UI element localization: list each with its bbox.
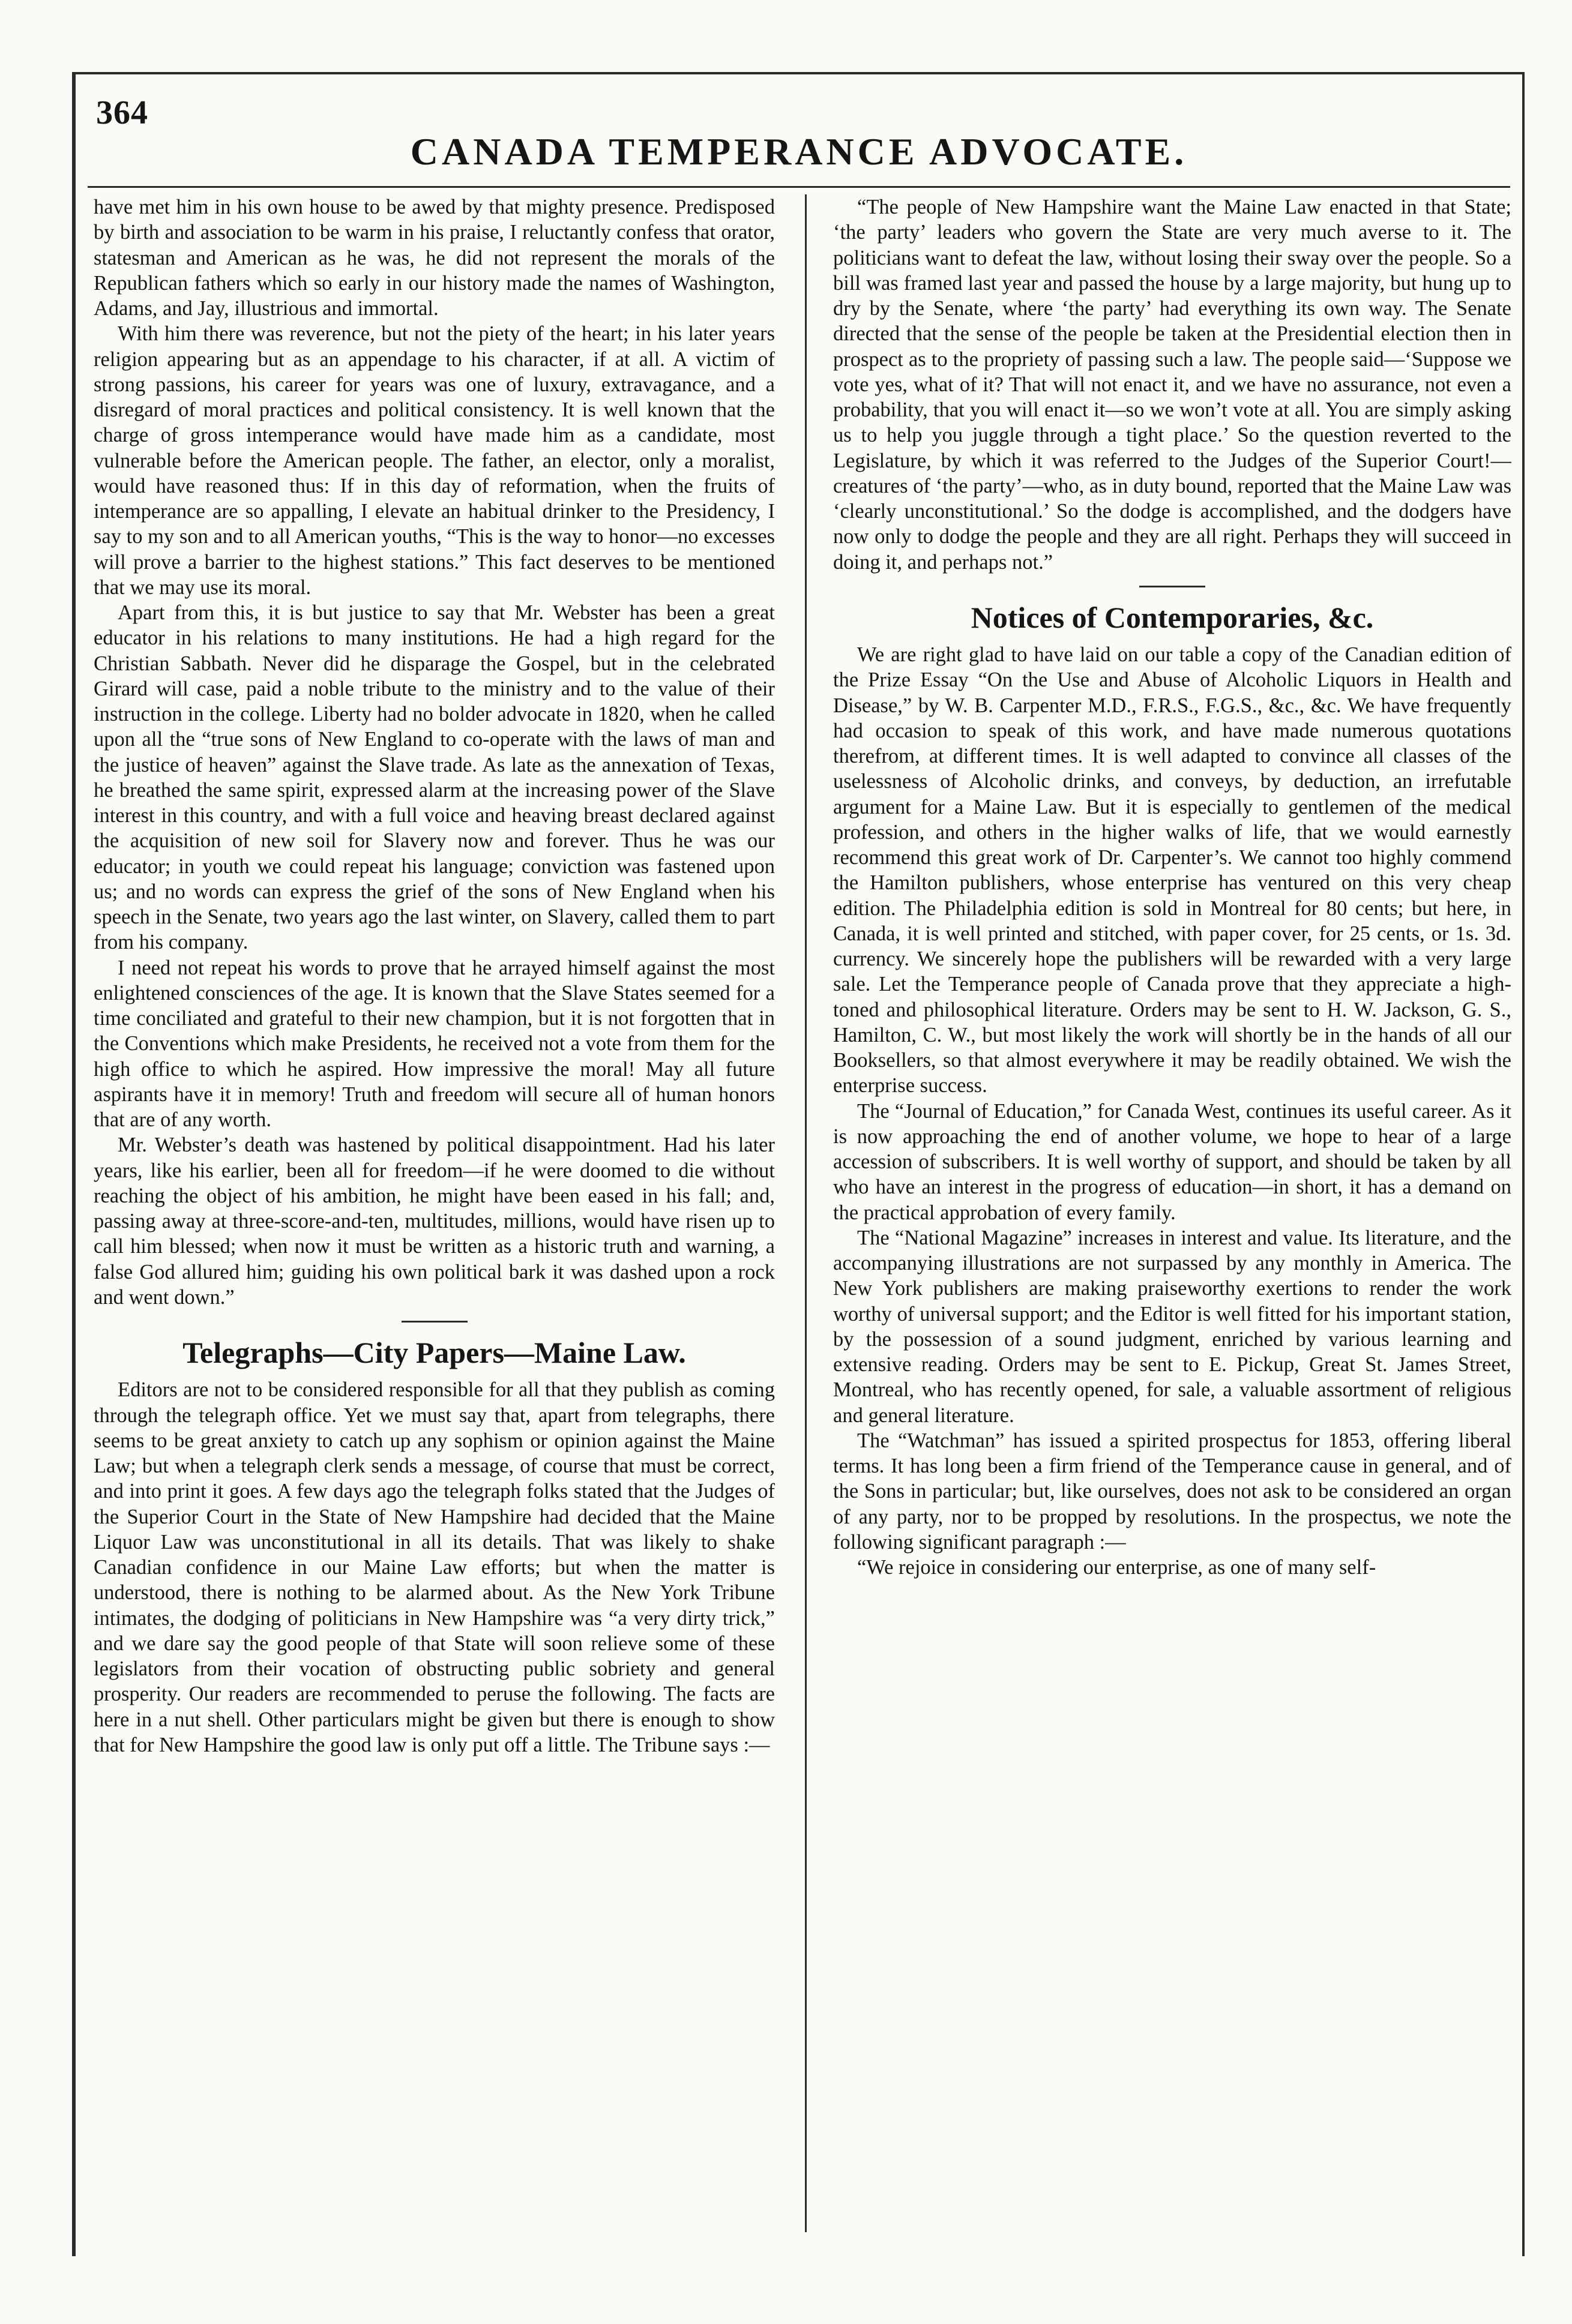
left-column — [94, 194, 775, 2244]
newspaper-page — [72, 72, 1525, 2256]
paragraph: “The people of New Hampshire want the Maine Law enacted in that State; ‘the party’ leaders who govern the State are very much averse to it. The politicians want to defeat the law, without losing their sway over the people. So a bill was framed last year and passed the house by a large majority, but hung up to dry by the Senate, where ‘the party’ had everything its own way. The Senate directed that the sense of the people be taken at the Presidential election then in prospect as to the propriety of passing such a law. The people said—‘Suppose we vote yes, what of it? That will not enact it, and we have no assurance, not even a probability, that you will enact it—so we won’t vote at all. You are simply asking us to help you juggle through a tight place.’ So the question reverted to the Legislature, by which it was referred to the Judges of the Superior Court!—creatures of ‘the party’—who, as in duty bound, reported that the Maine Law was ‘clearly unconstitutional.’ So the dodge is accomplished, and the dodgers have now only to dodge the people and they are all right. Perhaps they will succeed in doing it, and perhaps not.” — [833, 196, 1511, 574]
paragraph: Mr. Webster’s death was hastened by political disappointment. Had his later years, like his earlier, been all for freedom—if he were doomed to die without reaching the object of his ambition, he might have been eased in his fall; and, passing away at three-score-and-ten, multitudes, millions, would have risen up to call him blessed; when now it must be written as a historic truth and warning, a false God allured him; guiding his own political bark it was dashed upon a rock and went down.” — [94, 1133, 775, 1309]
header-rule — [88, 186, 1510, 188]
page-header-title: CANADA TEMPERANCE ADVOCATE. — [410, 130, 1188, 173]
paragraph: have met him in his own house to be awed by that mighty presence. Predisposed by birth and association to be warm in his praise, I reluctantly confess that orator, statesman and American as he was, he did not represent the morals of the Republican fathers which so early in our history made the names of Washington, Adams, and Jay, illustrious and immortal. — [94, 196, 775, 320]
paragraph: Editors are not to be considered responsible for all that they publish as coming through the telegraph office. Yet we must say that, apart from telegraphs, there seems to be great anxiety to catch up any sophism or opinion against the Maine Law; but when a telegraph clerk sends a message, of course that must be correct, and into print it goes. A few days ago the telegraph folks stated that the Judges of the Superior Court in the State of New Hampshire had decided that the Maine Liquor Law was unconstitutional in all its details. That was likely to shake Canadian confidence in our Maine Law efforts; but when the matter is understood, there is nothing to be alarmed about. As the New York Tribune intimates, the dodging of politicians in New Hampshire was “a very dirty trick,” and we dare say the good people of that State will soon relieve some of these legislators from their vocation of obstructing public sobriety and general prosperity. Our readers are recommended to peruse the following. The facts are here in a nut shell. Other particulars might be given but there is enough to show that for New Hampshire the good law is only put off a little. The Tribune says :— — [94, 1378, 775, 1756]
paragraph: Apart from this, it is but justice to say that Mr. Webster has been a great educator in his relations to many institutions. He had a high regard for the Christian Sabbath. Never did he disparage the Gospel, but in the celebrated Girard will case, paid a noble tribute to the ministry and to the value of their instruction in the college. Liberty had no bolder advocate in 1820, when he called upon all the “true sons of New England to co-operate with the laws of man and the justice of heaven” against the Slave trade. As late as the annexation of Texas, he breathed the same spirit, expressed alarm at the increasing power of the Slave interest in this country, and with a full voice and heaving breast declared against the acquisition of new soil for Slavery now and forever. Thus he was our educator; in youth we could repeat his language; conviction was fastened upon us; and no words can express the grief of the sons of New England when his speech in the Senate, two years ago the last winter, on Slavery, called them to part from his company. — [94, 601, 775, 954]
paragraph: We are right glad to have laid on our table a copy of the Canadian edition of the Prize Essay “On the Use and Abuse of Alcoholic Liquors in Health and Disease,” by W. B. Carpenter M.D., F.R.S., F.G.S., &c., &c. We have frequently had occasion to speak of this work, and have made numerous quotations therefrom, at different times. It is well adapted to convince all classes of the uselessness of Alcoholic drinks, and conveys, by deduction, an irrefutable argument for a Maine Law. But it is especially to gentlemen of the medical profession, and others in the higher walks of life, that we would earnestly recommend this great work of Dr. Carpenter’s. We cannot too highly commend the Hamilton publishers, whose enterprise has ventured on this very cheap edition. The Philadelphia edition is sold in Montreal for 80 cents; but here, in Canada, it is well printed and stitched, with paper cover, for 25 cents, or 1s. 3d. currency. We sincerely hope the publishers will be rewarded with a very large sale. Let the Temperance people of Canada prove that they appreciate a high-toned and philosophical literature. Orders may be sent to H. W. Jackson, G. S., Hamilton, C. W., but most likely the work will shortly be in the hands of all our Booksellers, so that almost everywhere it may be readily obtained. We wish the enterprise success. — [833, 643, 1511, 1097]
section-heading-telegraphs: Telegraphs—City Papers—Maine Law. — [182, 1336, 686, 1369]
paragraph: “We rejoice in considering our enterprise, as one of many self- — [857, 1556, 1376, 1579]
paragraph: I need not repeat his words to prove that he arrayed himself against the most enlightened consciences of the age. It is known that the Slave States seemed for a time conciliated and grateful to their new champion, but it is not forgotten that in the Conventions which make Presidents, he received not a vote from them for the high office to which he aspired. How impressive the moral! May all future aspirants have it in memory! Truth and freedom will secure all of human honors that are of any worth. — [94, 956, 775, 1131]
section-heading-notices: Notices of Contemporaries, &c. — [971, 600, 1374, 634]
paragraph: With him there was reverence, but not the piety of the heart; in his later years religion appearing but as an appendage to his character, if at all. A victim of strong passions, his career for years was one of luxury, extravagance, and a disregard of moral practices and political consistency. It is well known that the charge of gross intemperance would have made him as a candidate, most vulnerable before the American people. The father, an elector, only a moralist, would have reasoned thus: If in this day of reformation, when the fruits of intemperance are so appalling, I elevate an habitual drinker to the Presidency, I say to my son and to all American youths, “This is the way to honor—no excesses will prove a barrier to the highest stations.” This fact deserves to be mentioned that we may use its moral. — [94, 322, 775, 599]
section-divider — [402, 1321, 468, 1323]
paragraph: The “Journal of Education,” for Canada West, continues its useful career. As it is now approaching the end of another volume, we hope to hear of a large accession of subscribers. It is well worthy of support, and should be taken by all who have an interest in the progress of education—in short, it has a demand on the practical approbation of every family. — [833, 1099, 1511, 1224]
section-divider — [1139, 586, 1205, 587]
column-divider — [805, 194, 807, 2232]
paragraph: The “Watchman” has issued a spirited prospectus for 1853, offering liberal terms. It has long been a firm friend of the Temperance cause in general, and of the Sons in particular; but, like ourselves, does not ask to be considered an organ of any party, nor to be propped by resolutions. In the prospectus, we note the following significant paragraph :— — [833, 1429, 1511, 1554]
paragraph: The “National Magazine” increases in interest and value. Its literature, and the accompanying illustrations are not surpassed by any monthly in America. The New York publishers are making praiseworthy exertions to render the work worthy of universal support; and the Editor is well fitted for his important station, by the possession of a sound judgment, enriched by various learning and extensive reading. Orders may be sent to E. Pickup, Great St. James Street, Montreal, who has recently opened, for sale, a valuable assortment of religious and general literature. — [833, 1226, 1511, 1427]
page-number: 364 — [96, 94, 148, 131]
right-column — [833, 194, 1511, 2244]
